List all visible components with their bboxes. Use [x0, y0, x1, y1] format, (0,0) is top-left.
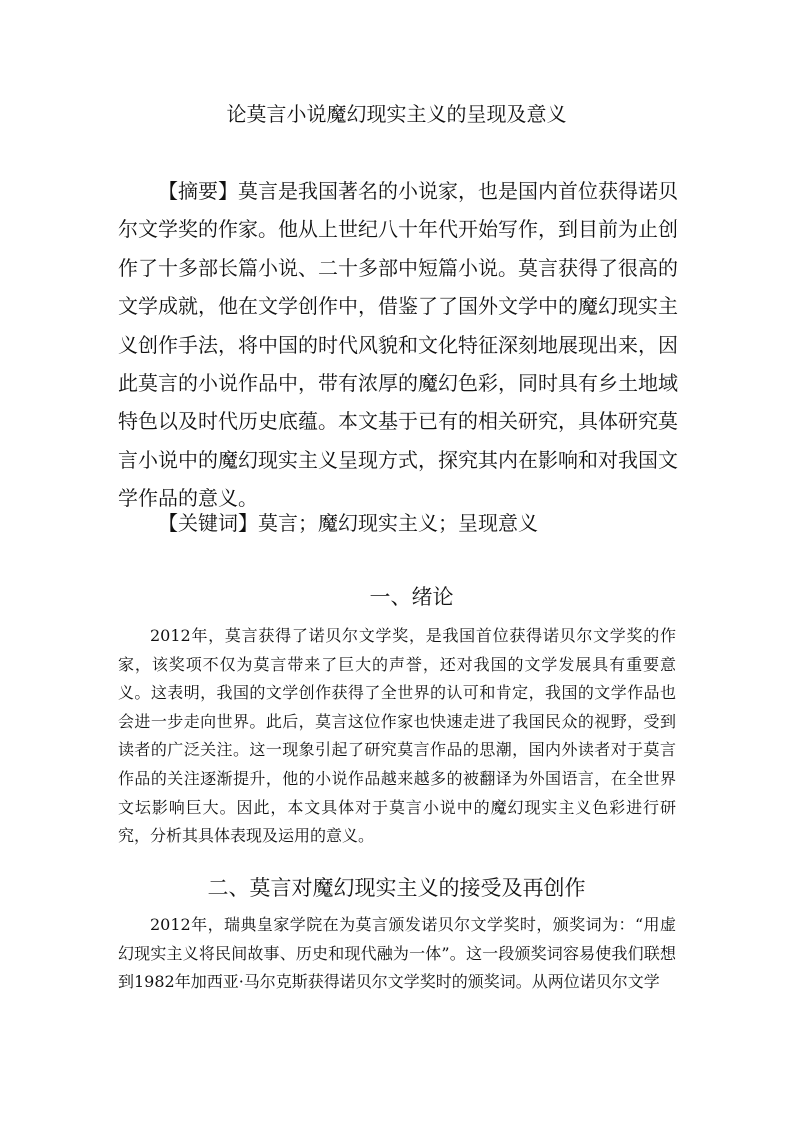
keywords-line: [118, 504, 678, 542]
section-heading-introduction: 一、绪论: [369, 585, 454, 609]
abstract-paragraph: [118, 172, 678, 518]
paper-title: 论莫言小说魔幻现实主义的呈现及意义: [226, 102, 567, 126]
keywords-text: 莫言；魔幻现实主义；呈现意义: [258, 511, 538, 535]
introduction-paragraph: 2012年，莫言获得了诺贝尔文学奖，是我国首位获得诺贝尔文学奖的作家，该奖项不仅为莫言带来了巨大的声誉，还对我国的文学发展具有重要意义。这表明，我国的文学创作获得了全世界的认可和肯定，我国的文学作品也会进一步走向世界。此后，莫言这位作家也快速走进了我国民众的视野，受到读者的广泛关注。这一现象引起了研究莫言作品的思潮，国内外读者对于莫言作品的关注逐渐提升，他的小说作品越来越多的被翻译为外国语言，在全世界文坛影响巨大。因此，本文具体对于莫言小说中的魔幻现实主义色彩进行研究，分析其具体表现及运用的意义。: [118, 626, 676, 846]
section-heading-reception: 二、莫言对魔幻现实主义的接受及再创作: [207, 876, 586, 900]
reception-paragraph: 2012年，瑞典皇家学院在为莫言颁发诺贝尔文学奖时，颁奖词为：“用虚幻现实主义将民间故事、历史和现代融为一体”。这一段颁奖词容易使我们联想到1982年加西亚·马尔克斯获得诺贝尔文学奖时的颁奖词。从两位诺贝尔文学: [118, 915, 676, 992]
abstract-label: 【摘要】: [158, 179, 238, 203]
abstract-text: 莫言是我国著名的小说家，也是国内首位获得诺贝尔文学奖的作家。他从上世纪八十年代开始写作，到目前为止创作了十多部长篇小说、二十多部中短篇小说。莫言获得了很高的文学成就，他在文学创作中，借鉴了了国外文学中的魔幻现实主义创作手法，将中国的时代风貌和文化特征深刻地展现出来，因此莫言的小说作品中，带有浓厚的魔幻色彩，同时具有乡土地域特色以及时代历史底蕴。本文基于已有的相关研究，具体研究莫言小说中的魔幻现实主义呈现方式，探究其内在影响和对我国文学作品的意义。: [118, 179, 678, 511]
keywords-label: 【关键词】: [158, 511, 258, 535]
